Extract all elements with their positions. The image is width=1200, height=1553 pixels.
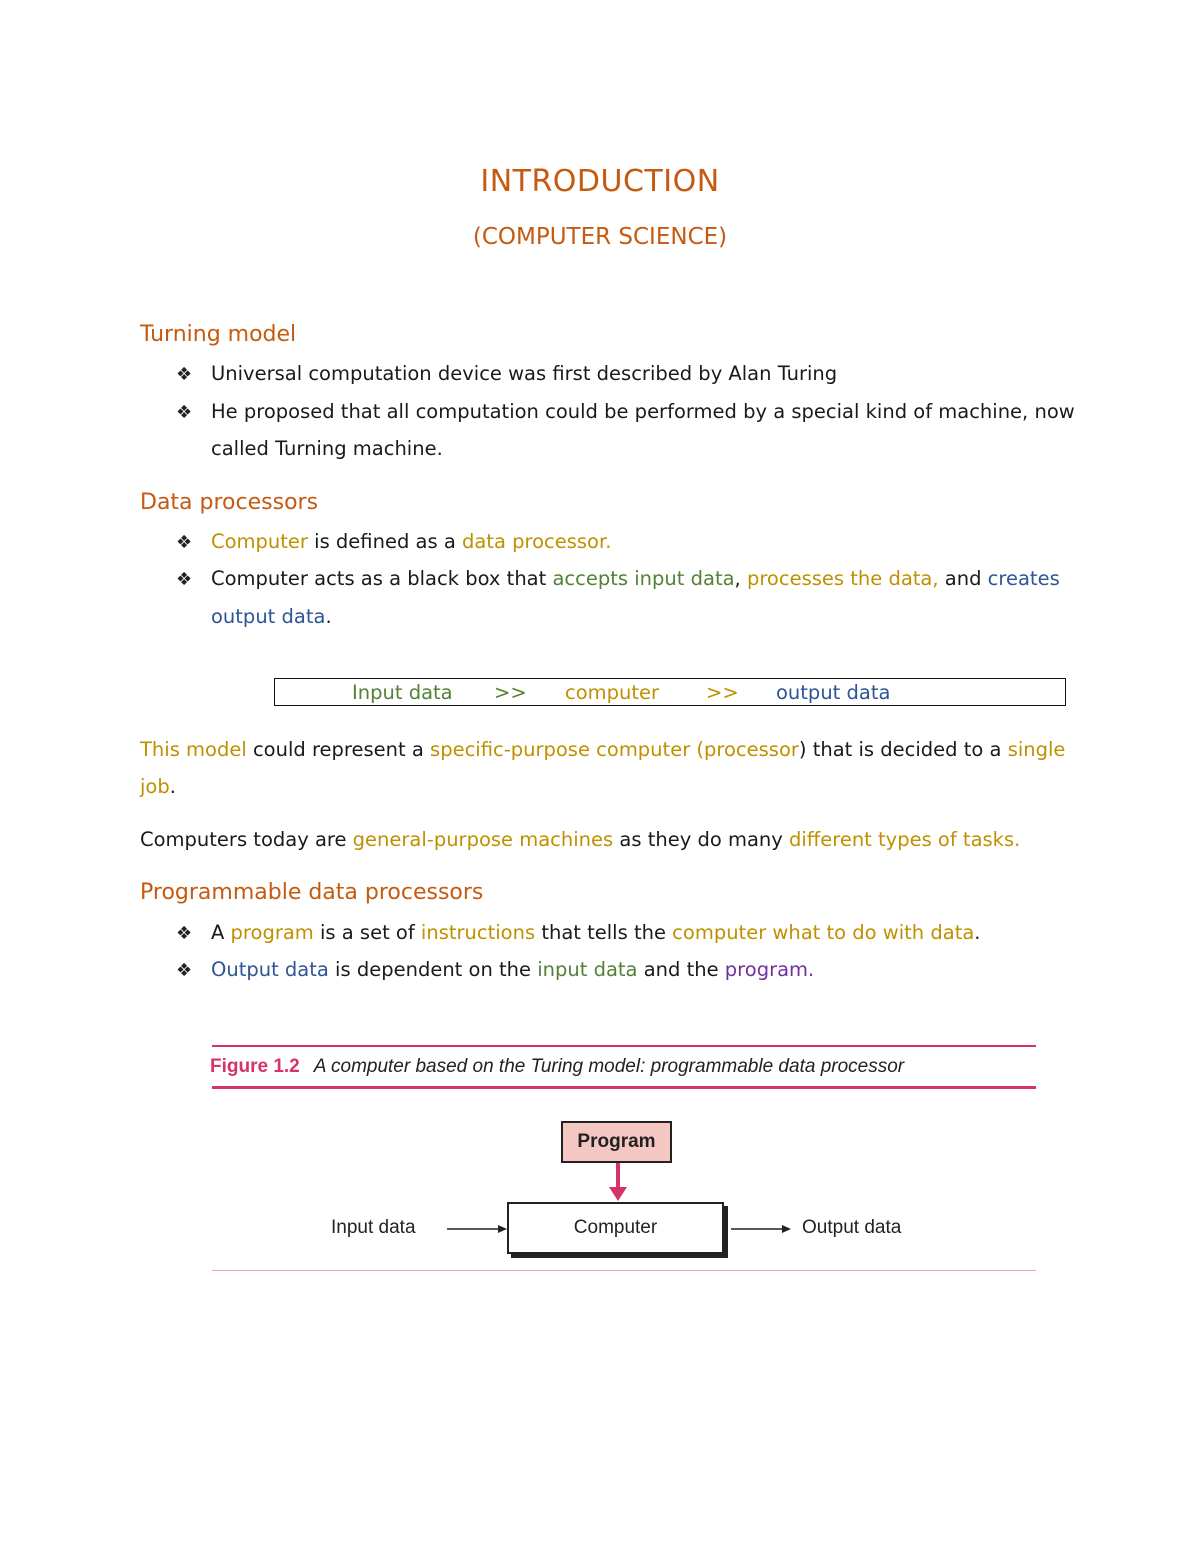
bullet-icon: ❖	[176, 402, 193, 423]
term-program: program.	[724, 958, 815, 981]
page-title: INTRODUCTION	[480, 164, 720, 199]
text-segment: that tells the	[535, 921, 673, 944]
page-subtitle: (COMPUTER SCIENCE)	[472, 224, 728, 250]
figure-bottom-rule	[212, 1270, 1036, 1271]
term-creates: creates	[987, 567, 1060, 590]
text-segment: is a set of	[313, 921, 421, 944]
term-input-data: input data	[537, 958, 638, 981]
figure-output-label: Output data	[802, 1217, 902, 1238]
text-segment: and the	[637, 958, 725, 981]
figure-number: Figure 1.2	[210, 1056, 300, 1077]
bullet-icon: ❖	[176, 923, 193, 944]
term-different-tasks: different types of tasks.	[789, 828, 1021, 851]
flow-computer: computer	[565, 681, 660, 704]
bullet-icon: ❖	[176, 569, 193, 590]
term-accepts-input: accepts input data	[552, 567, 735, 590]
term-data-processor: data processor.	[461, 530, 612, 553]
term-general-purpose: general-purpose machines	[352, 828, 614, 851]
figure-description: A computer based on the Turing model: programmable data processor	[313, 1056, 905, 1077]
bullet-icon: ❖	[176, 364, 193, 385]
flow-sep-1: >>	[494, 681, 527, 704]
computer-box: Computer	[507, 1202, 724, 1254]
output-arrow-head	[782, 1225, 791, 1233]
term-computer: Computer	[211, 530, 308, 553]
flow-sep-2: >>	[706, 681, 739, 704]
program-box: Program	[561, 1121, 672, 1163]
term-this-model: This model	[140, 738, 247, 761]
term-instructions: instructions	[420, 921, 536, 944]
text-segment: ,	[734, 567, 747, 590]
turing-bullet-2-line1: He proposed that all computation could be performed by a special kind of machine, now	[211, 400, 1075, 423]
figure-input-label: Input data	[331, 1217, 416, 1238]
text-segment: A	[211, 921, 231, 944]
text-segment: .	[169, 775, 176, 798]
text-segment: and	[938, 567, 988, 590]
term-specific-purpose: specific-purpose computer (processor	[430, 738, 799, 761]
term-single: single	[1007, 738, 1066, 761]
turing-bullet-1: Universal computation device was first described by Alan Turing	[211, 362, 838, 385]
flow-output: output data	[776, 681, 891, 704]
term-computer-what-to-do: computer what to do with data	[672, 921, 975, 944]
heading-data-processors: Data processors	[140, 490, 319, 515]
term-program: program	[230, 921, 314, 944]
text-segment: .	[325, 605, 332, 628]
term-processes: processes the data,	[746, 567, 939, 590]
input-arrow-head	[498, 1225, 507, 1233]
term-output-data: output data	[211, 605, 326, 628]
text-segment: as they do many	[613, 828, 789, 851]
turing-bullet-2-line2: called Turning machine.	[211, 437, 443, 460]
bullet-icon: ❖	[176, 960, 193, 981]
text-segment: .	[974, 921, 981, 944]
term-job: job	[140, 775, 170, 798]
term-output-data: Output data	[211, 958, 329, 981]
text-segment: could represent a	[246, 738, 431, 761]
text-segment: Computer acts as a black box that	[211, 567, 553, 590]
text-segment: is defined as a	[307, 530, 462, 553]
program-arrow-head	[609, 1187, 627, 1201]
bullet-icon: ❖	[176, 532, 193, 553]
heading-programmable: Programmable data processors	[140, 880, 484, 905]
flow-input: Input data	[352, 681, 453, 704]
text-segment: ) that is decided to a	[798, 738, 1008, 761]
text-segment: is dependent on the	[328, 958, 538, 981]
text-segment: Computers today are	[140, 828, 353, 851]
heading-turing-model: Turning model	[140, 322, 297, 347]
